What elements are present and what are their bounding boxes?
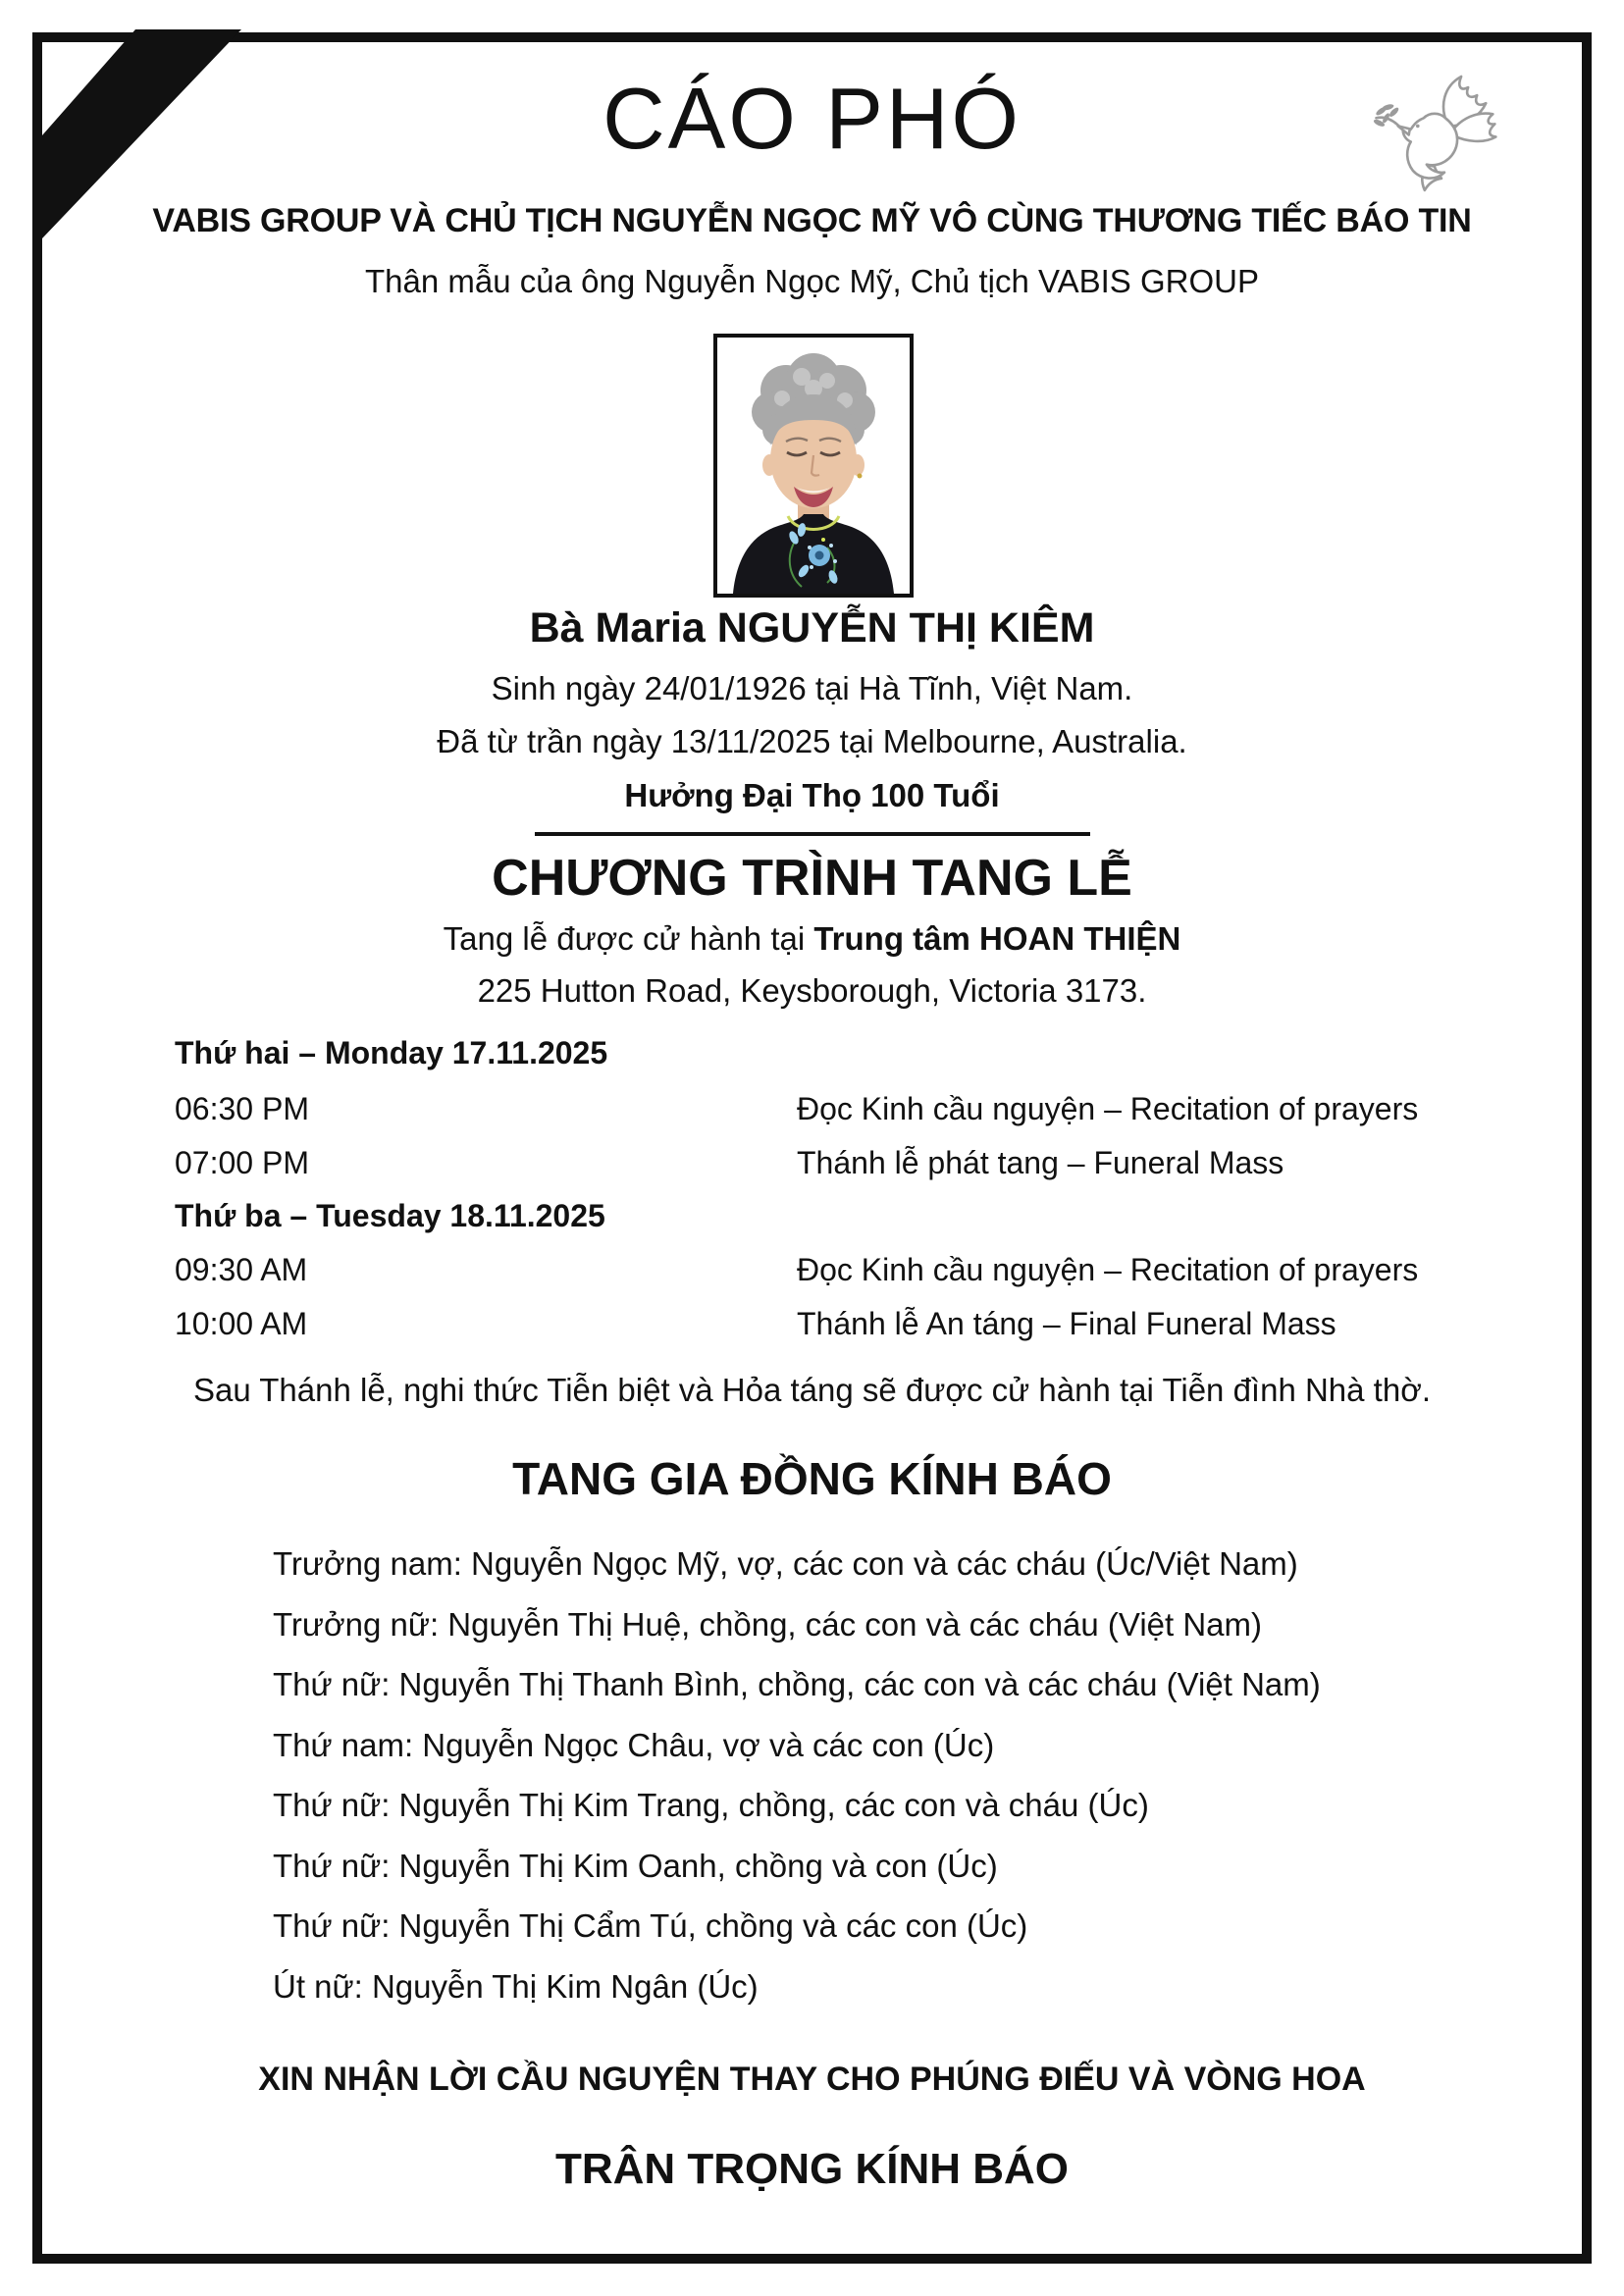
event-description: Thánh lễ phát tang – Funeral Mass — [797, 1145, 1284, 1180]
event-description: Đọc Kinh cầu nguyện – Recitation of prayers — [797, 1252, 1419, 1287]
schedule-row — [175, 1252, 1419, 1287]
family-member: Thứ nữ: Nguyễn Thị Kim Oanh, chồng và con (Úc) — [273, 1848, 998, 1884]
family-member: Thứ nữ: Nguyễn Thị Thanh Bình, chồng, các con và các cháu (Việt Nam) — [273, 1666, 1321, 1702]
schedule-day1-header: Thứ hai – Monday 17.11.2025 — [175, 1035, 608, 1070]
deceased-name: Bà Maria NGUYỄN THỊ KIÊM — [529, 604, 1095, 652]
family-member: Thứ nam: Nguyễn Ngọc Châu, vợ và các con (Úc) — [273, 1727, 995, 1763]
event-time: 07:00 PM — [175, 1145, 309, 1180]
death-line: Đã từ trần ngày 13/11/2025 tại Melbourne, Australia. — [437, 723, 1187, 759]
schedule-day2-header: Thứ ba – Tuesday 18.11.2025 — [175, 1198, 605, 1233]
venue-address: 225 Hutton Road, Keysborough, Victoria 3173. — [477, 972, 1147, 1009]
family-member: Thứ nữ: Nguyễn Thị Kim Trang, chồng, các con và cháu (Úc) — [273, 1787, 1149, 1823]
venue-line — [59, 920, 1565, 958]
family-heading: TANG GIA ĐỒNG KÍNH BÁO — [512, 1453, 1112, 1504]
family-member: Út nữ: Nguyễn Thị Kim Ngân (Úc) — [273, 1968, 759, 2005]
after-mass-note: Sau Thánh lễ, nghi thức Tiễn biệt và Hỏa táng sẽ được cử hành tại Tiễn đình Nhà thờ. — [192, 1372, 1432, 1408]
program-heading: CHƯƠNG TRÌNH TANG LỄ — [492, 850, 1132, 907]
family-member: Thứ nữ: Nguyễn Thị Cẩm Tú, chồng và các con (Úc) — [273, 1907, 1028, 1944]
deceased-portrait-photo — [713, 334, 914, 598]
closing-line: TRÂN TRỌNG KÍNH BÁO — [554, 2145, 1070, 2193]
schedule-row — [175, 1145, 1284, 1180]
family-member: Trưởng nam: Nguyễn Ngọc Mỹ, vợ, các con và các cháu (Úc/Việt Nam) — [273, 1545, 1298, 1582]
event-description: Thánh lễ An táng – Final Funeral Mass — [797, 1306, 1336, 1341]
age-line: Hưởng Đại Thọ 100 Tuổi — [624, 777, 1000, 813]
venue-prefix: Tang lễ được cử hành tại — [443, 920, 814, 957]
announcement-line: VABIS GROUP VÀ CHỦ TỊCH NGUYỄN NGỌC MỸ VÔ CÙNG THƯƠNG TIẾC BÁO TIN — [152, 202, 1472, 239]
donation-request-line: XIN NHẬN LỜI CẦU NGUYỆN THAY CHO PHÚNG ĐIẾU VÀ VÒNG HOA — [258, 2061, 1366, 2098]
event-time: 10:00 AM — [175, 1306, 308, 1341]
section-divider — [535, 832, 1090, 836]
announcement-subline: Thân mẫu của ông Nguyễn Ngọc Mỹ, Chủ tịch VABIS GROUP — [365, 263, 1259, 299]
birth-line: Sinh ngày 24/01/1926 tại Hà Tĩnh, Việt Nam. — [491, 670, 1133, 706]
venue-name: Trung tâm HOAN THIỆN — [813, 920, 1181, 957]
event-time: 09:30 AM — [175, 1252, 308, 1287]
schedule-row — [175, 1306, 1336, 1341]
event-description: Đọc Kinh cầu nguyện – Recitation of prayers — [797, 1091, 1419, 1126]
family-member: Trưởng nữ: Nguyễn Thị Huệ, chồng, các con và các cháu (Việt Nam) — [273, 1606, 1263, 1643]
schedule-row — [175, 1091, 1419, 1126]
event-time: 06:30 PM — [175, 1091, 309, 1126]
page-title: CÁO PHÓ — [602, 70, 1022, 167]
